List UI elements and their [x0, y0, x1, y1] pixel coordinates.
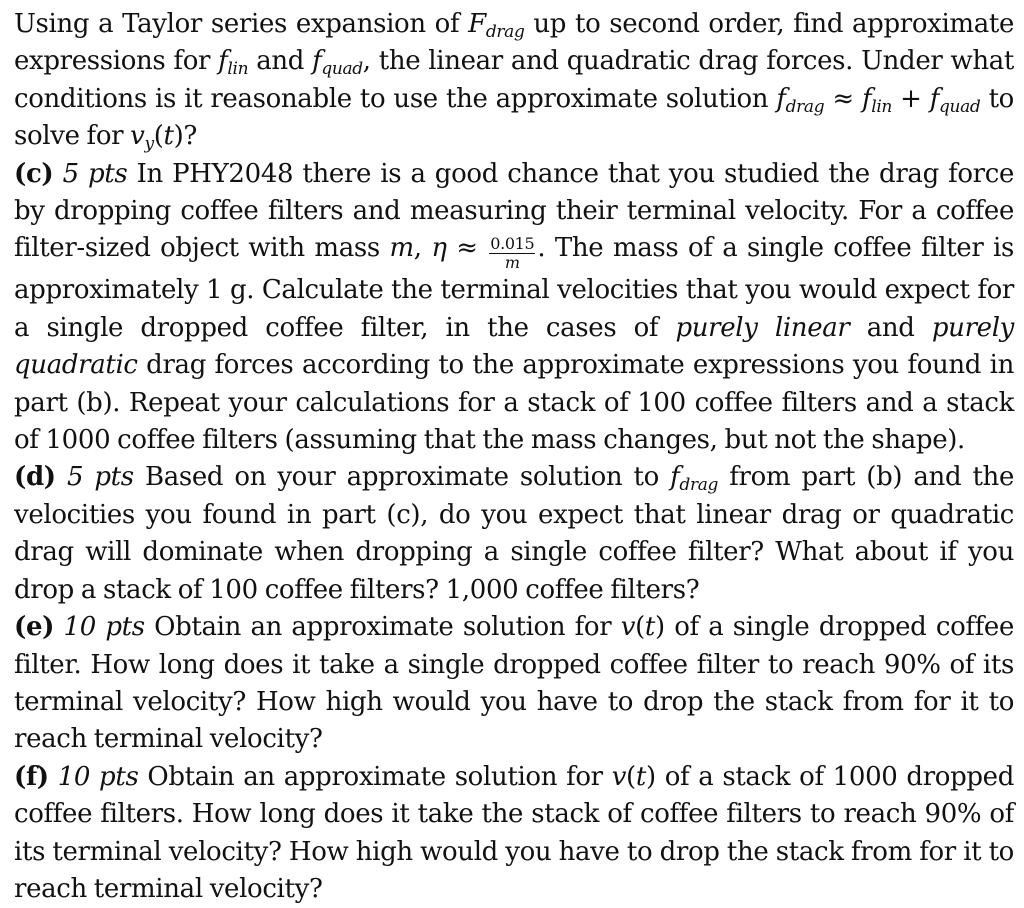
math-eta: η	[431, 233, 447, 264]
part-f: (f) 10 pts Obtain an approximate solution for v(t) of a stack of 1000 dropped coffee filters. How long does it take the stack of coffee filters to reach 90% of its terminal velocity? How high would you have to drop the stack from for it to reach terminal velocity?	[14, 761, 1015, 904]
fraction-numerator: 0.015	[490, 234, 535, 254]
emphasis: purely linear	[675, 312, 850, 343]
points-value: 10 pts	[63, 612, 145, 643]
text: ) of a stack of 1000 dropped coffee filters. How long does it take the stack of coffee filters to reach 90% of its terminal velocity? How high would you have to drop the stack from for it to reach terminal velocity?	[14, 761, 1015, 904]
text: Obtain an approximate solution for	[144, 612, 621, 643]
text: Obtain an approximate solution for	[138, 761, 612, 792]
text: drag forces according to the approximate expressions you found in part (b). Repeat your calculations for a stack of 100 coffee filters and a stack of 1000 coffee filters (assuming that the mass changes, but not the shape).	[14, 350, 1014, 456]
part-d	[14, 459, 1014, 609]
part-label: (e)	[14, 612, 55, 643]
fraction	[489, 235, 535, 272]
text: Using a Taylor series expansion of	[14, 9, 469, 39]
approx-sign: ≈	[824, 83, 862, 114]
points-value: 5 pts	[62, 158, 128, 189]
text: from part (b) and the velocities you found in part (c), do you expect that linear drag or quadratic drag will dominate when dropping a single coffee filter? What about if you drop a stack of 100 coffee filters? 1,000 coffee filters?	[14, 462, 1014, 605]
math-v: v	[611, 761, 627, 792]
part-c: (c) 5 pts In PHY2048 there is a good chance that you studied the drag force by dropping coffee filters and measuring their terminal velocity. For a coffee filter-sized object with mass m, η ≈ $\frac{0.015}{m}$ . The mass of a single coffee filter is approximately 1 g. Calculate the terminal velocities that you would expect for a single dropped coffee filter, in the cases of purely linear and purely quadratic drag forces according to the approximate expressions you found in part (b). Repeat your calculations for a stack of 100 coffee filters and a stack of 1000 coffee filters (assuming that the mass changes, but not the shape).	[14, 158, 1015, 456]
plus-sign: +	[892, 83, 930, 114]
text: , the linear and quadratic drag forces. Under what conditions is it reasonable to use the approximate solution	[14, 46, 1015, 114]
math-f-drag: $f_{drag}$	[670, 462, 719, 496]
text: to solve for	[14, 83, 1014, 152]
text: Based on your approximate solution to	[133, 462, 671, 493]
part-label: (d)	[14, 462, 56, 493]
math-t: t	[635, 761, 646, 792]
text: and	[849, 312, 932, 343]
math-v-y: $v_y$	[130, 121, 154, 155]
text: and	[248, 46, 313, 77]
math-F-drag: $F_{drag}$	[468, 9, 525, 42]
approx-sign: ≈	[446, 233, 488, 264]
part-label: (f)	[14, 761, 49, 792]
part-e: (e) 10 pts Obtain an approximate solution for v(t) of a single dropped coffee filter. How long does it take a single dropped coffee filter to reach 90% of its terminal velocity? How high would you have to drop the stack from for it to reach terminal velocity?	[14, 612, 1015, 755]
points-value: 5 pts	[66, 462, 134, 493]
emphasis: purely quadratic	[14, 312, 1014, 381]
fraction-denominator: m	[504, 253, 520, 273]
math-f-lin: $f_{lin}$	[218, 46, 249, 80]
text: up to second order, find approximate expressions for	[14, 9, 1015, 77]
math-f-drag: $f_{drag}$	[776, 83, 825, 117]
math-f-quad: $f_{quad}$	[929, 83, 981, 117]
text: In PHY2048 there is a good chance that you studied the drag force by dropping coffee filters and measuring their terminal velocity. For a coffee filter-sized object with mass	[14, 158, 1014, 264]
text: )?	[173, 121, 198, 152]
problem-document	[14, 6, 1014, 908]
part-label: (c)	[14, 158, 54, 189]
math-f-quad: $f_{quad}$	[312, 46, 363, 80]
text: ) of a single dropped coffee filter. How long does it take a single dropped coffee filter to reach 90% of its terminal velocity? How high would you have to drop the stack from for it to reach terminal velocity?	[14, 612, 1015, 755]
math-m: m	[389, 233, 414, 264]
math-t: t	[163, 121, 174, 152]
math-t: t	[644, 612, 655, 643]
math-f-lin: $f_{lin}$	[861, 83, 893, 117]
points-value: 10 pts	[57, 761, 139, 792]
text: . The mass of a single coffee filter is approximately 1 g. Calculate the terminal velocities that you would expect for a single dropped coffee filter, in the cases of	[14, 233, 1015, 343]
intro-paragraph: Using a Taylor series expansion of $F_{drag}$ up to second order, find approximate expressions for $f_{lin}$ and $f_{quad}$, the linear and quadratic drag forces. Under what conditions is it reasonable to use the approximate solution $f_{drag} \approx f_{lin} + f_{quad}$ to solve for $v_y(t)$?	[14, 9, 1015, 155]
math-v: v	[620, 612, 636, 643]
